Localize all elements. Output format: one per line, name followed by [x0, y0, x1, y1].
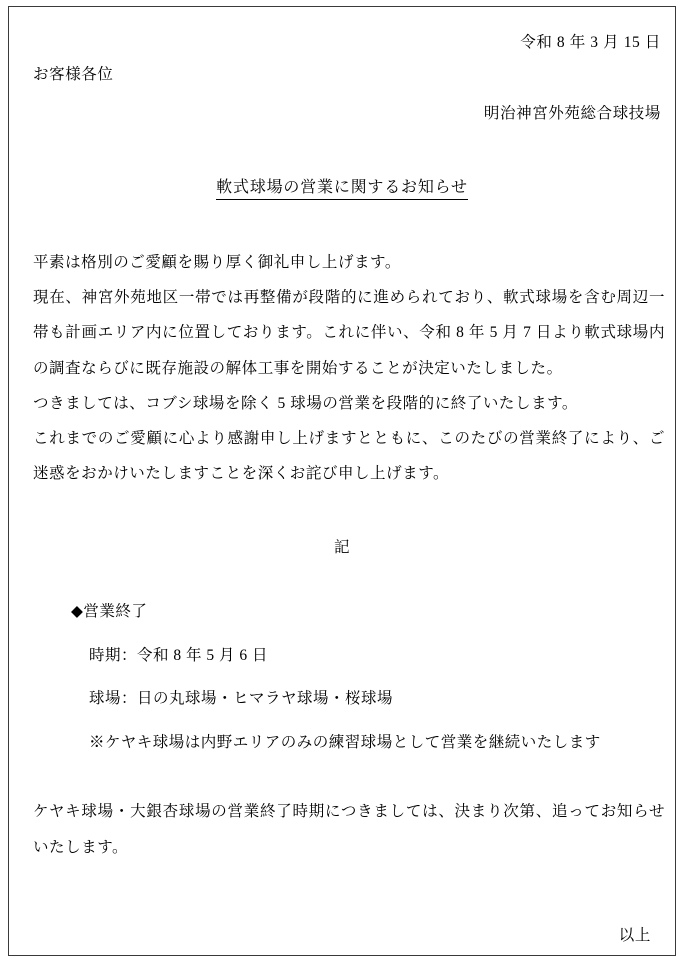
document-sender: 明治神宮外苑総合球技場	[483, 105, 661, 122]
body-paragraph-2: 現在、神宮外苑地区一帯では再整備が段階的に進められており、軟式球場を含む周辺一帯も計画エリア内に位置しております。これに伴い、令和 8 年 5 月 7 日より軟式球場内の調査ならびに既存施設の解体工事を開始することが決定いたしました。	[33, 289, 665, 377]
document-title	[9, 174, 675, 197]
document-title-text: 軟式球場の営業に関するお知らせ	[216, 179, 468, 200]
section-heading: ◆営業終了	[71, 603, 148, 620]
section-item-note: ※ケヤキ球場は内野エリアのみの練習球場として営業を継続いたします	[89, 733, 601, 751]
section-item-period: 時期：令和 8 年 5 月 6 日	[89, 646, 269, 664]
document-addressee: お客様各位	[33, 66, 114, 83]
ki-label: 記	[333, 539, 351, 556]
body-paragraph-3: つきましては、コブシ球場を除く 5 球場の営業を段階的に終了いたします。	[33, 394, 578, 412]
document-date: 令和 8 年 3 月 15 日	[520, 34, 661, 51]
document-page	[8, 6, 676, 956]
document-tail	[33, 794, 665, 865]
tail-paragraph: ケヤキ球場・大銀杏球場の営業終了時期につきましては、決まり次第、追ってお知らせいたします。	[33, 803, 665, 856]
notice-section	[33, 604, 665, 750]
document-body	[33, 245, 665, 491]
document-closing: 以上	[618, 927, 651, 944]
section-item-venues: 球場：日の丸球場・ヒマラヤ球場・桜球場	[89, 690, 394, 707]
document-inner	[9, 7, 675, 955]
body-paragraph-4: これまでのご愛顧に心より感謝申し上げますとともに、このたびの営業終了により、ご迷惑をおかけいたしますことを深くお詫び申し上げます。	[33, 430, 665, 483]
body-paragraph-1: 平素は格別のご愛顧を賜り厚く御礼申し上げます。	[33, 254, 401, 271]
